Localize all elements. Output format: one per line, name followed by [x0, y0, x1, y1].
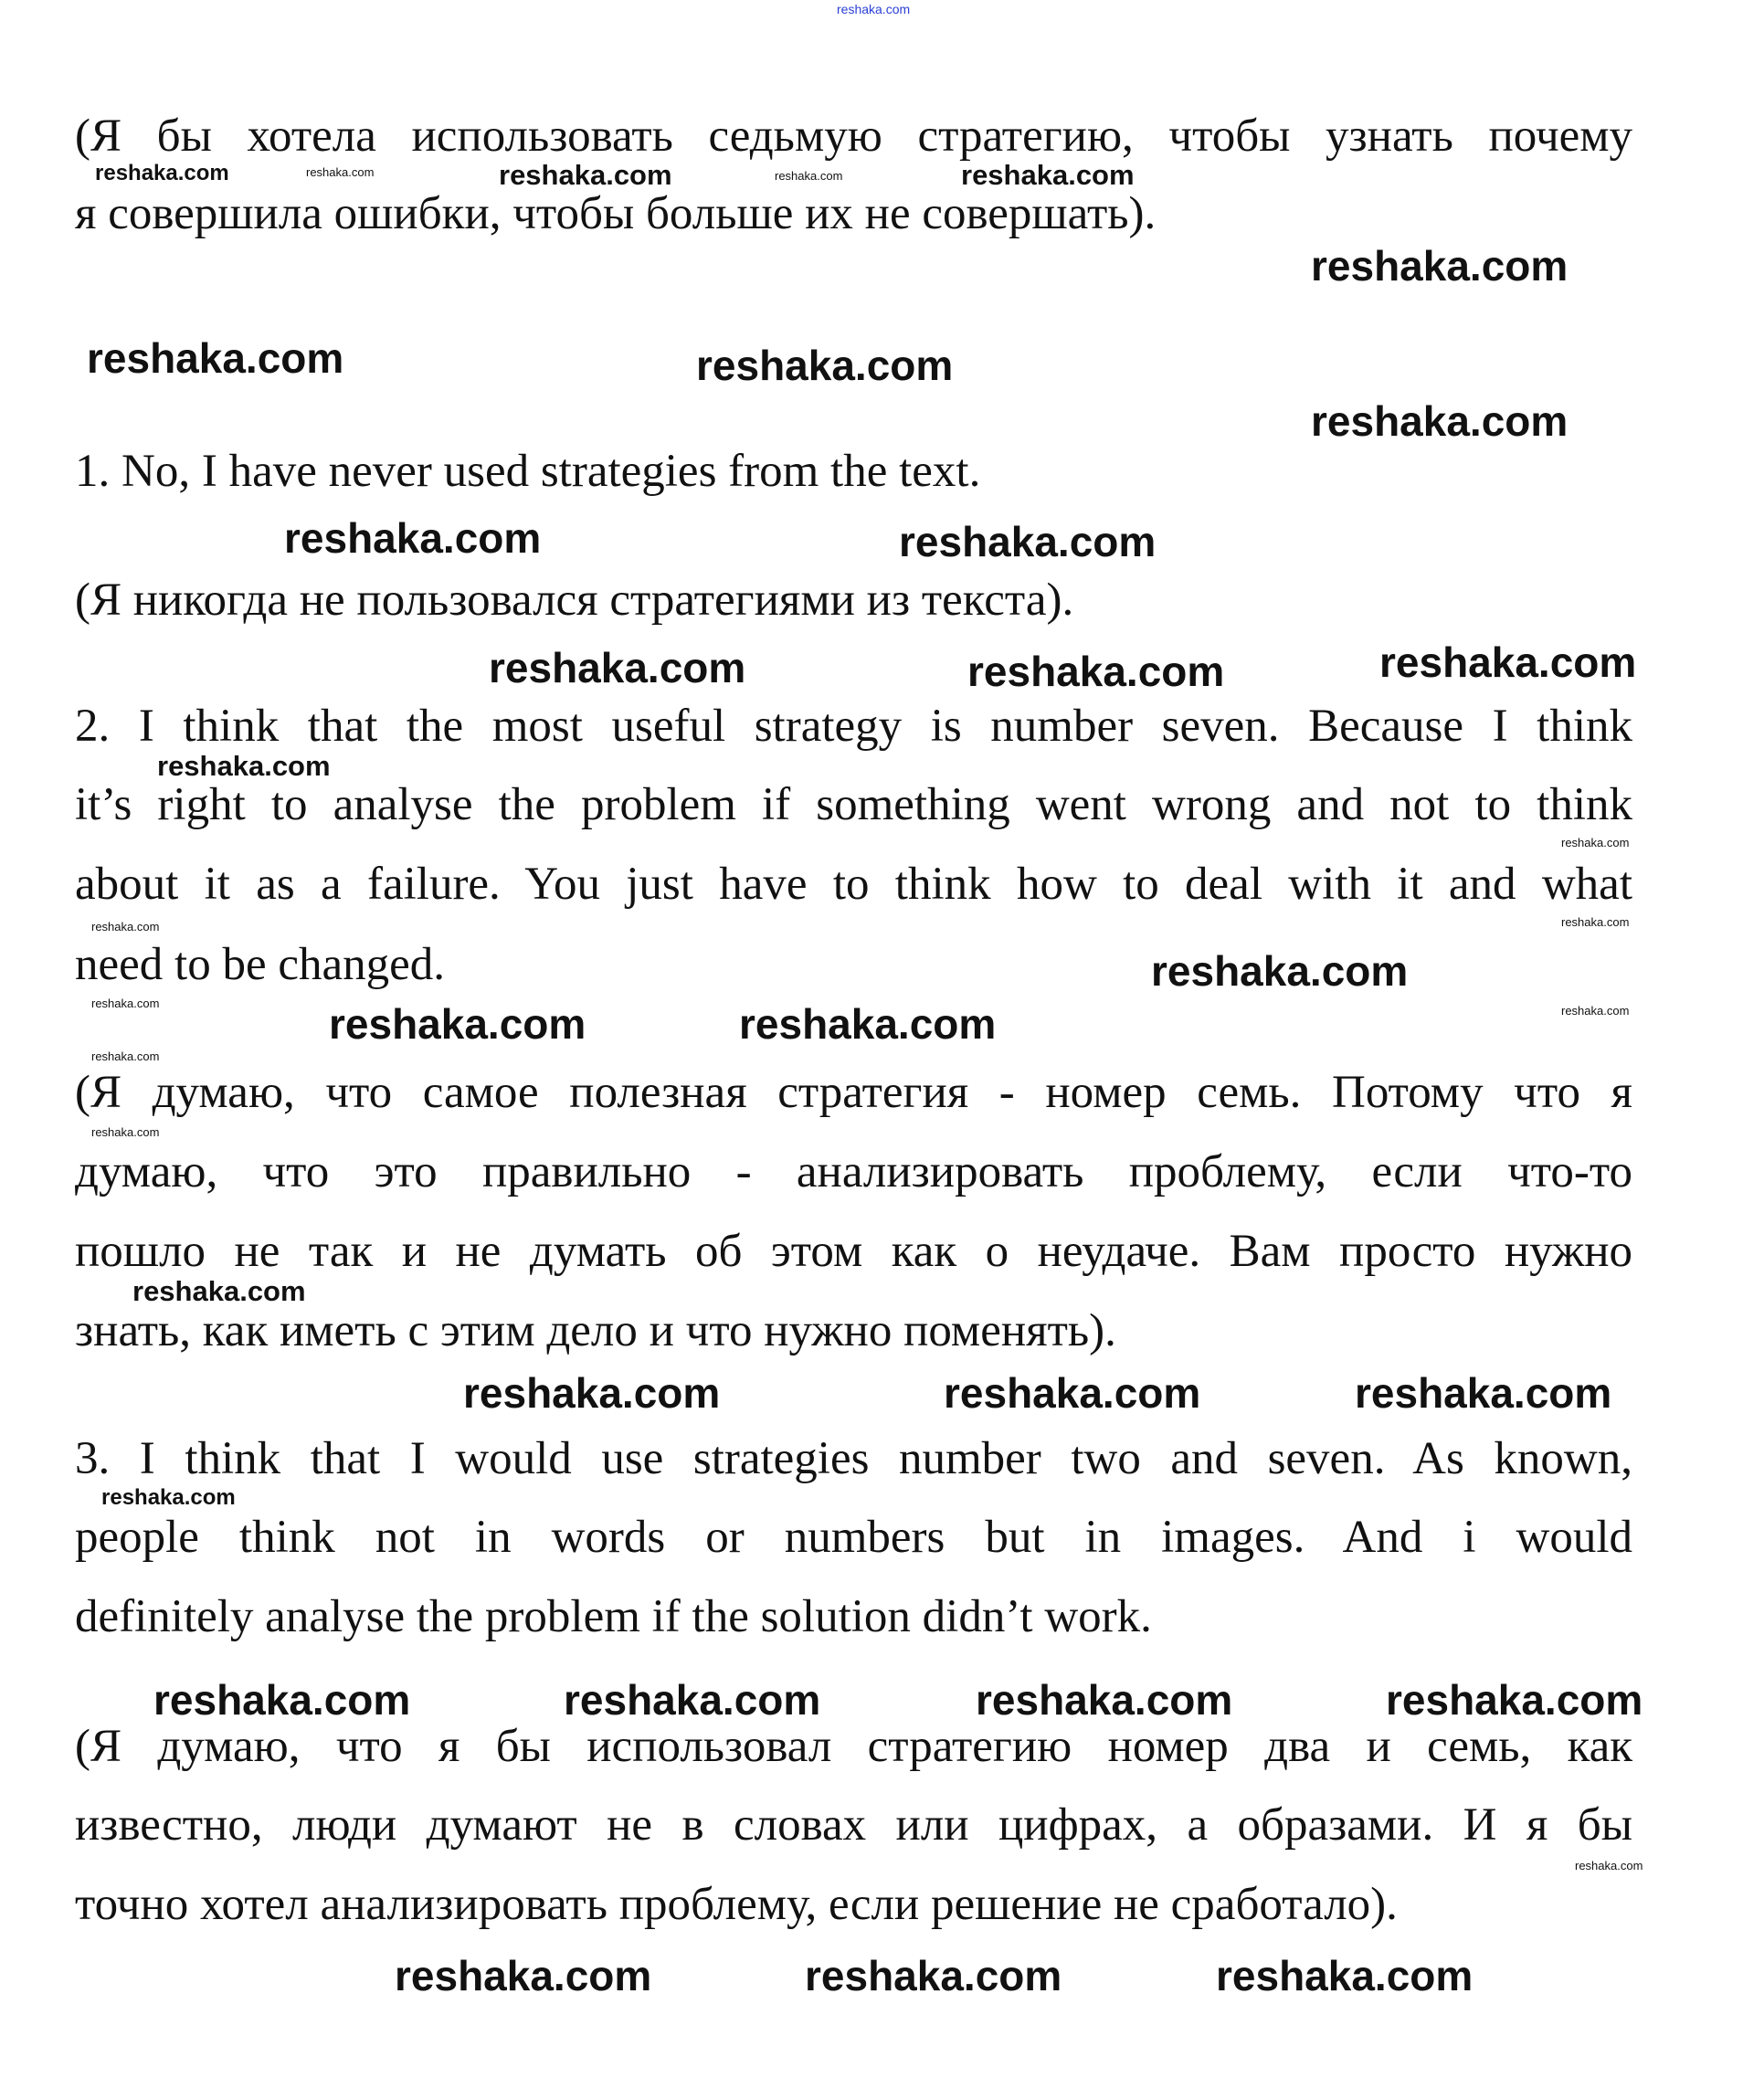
watermark: reshaka.com — [306, 165, 375, 179]
watermark: reshaka.com — [967, 648, 1225, 695]
watermark: reshaka.com — [944, 1369, 1201, 1417]
watermark: reshaka.com — [463, 1369, 721, 1417]
watermark: reshaka.com — [1311, 397, 1569, 445]
watermark: reshaka.com — [329, 1000, 586, 1048]
watermark: reshaka.com — [91, 920, 160, 934]
watermark: reshaka.com — [1151, 947, 1409, 995]
watermark: reshaka.com — [489, 644, 746, 691]
watermark: reshaka.com — [499, 159, 672, 191]
watermark: reshaka.com — [91, 1050, 160, 1063]
answer-2-en-line: 2. I think that the most useful strategy is number seven. Because I think — [75, 701, 1632, 752]
watermark: reshaka.com — [1379, 638, 1637, 686]
answer-1-en: 1. No, I have never used strategies from the text. — [75, 446, 981, 497]
answer-3-en-line: 3. I think that I would use strategies number two and seven. As known, — [75, 1433, 1632, 1484]
answer-2-en-line: it’s right to analyse the problem if something went wrong and not to think — [75, 779, 1632, 830]
watermark: reshaka.com — [1561, 836, 1630, 849]
answer-2-en-line: about it as a failure. You just have to think how to deal with it and what — [75, 859, 1632, 910]
watermark: reshaka.com — [837, 2, 911, 16]
watermark: reshaka.com — [976, 1676, 1233, 1724]
watermark: reshaka.com — [395, 1952, 652, 1999]
answer-2-en-line: need to be changed. — [75, 939, 445, 990]
watermark: reshaka.com — [91, 997, 160, 1010]
answer-3-ru-line: (Я думаю, что я бы использовал стратегию номер два и семь, как — [75, 1721, 1632, 1772]
watermark: reshaka.com — [95, 161, 229, 185]
watermark: reshaka.com — [1561, 915, 1630, 929]
watermark: reshaka.com — [132, 1275, 306, 1307]
text-line: я совершила ошибки, чтобы больше их не совершать). — [75, 188, 1157, 239]
answer-2-ru-line: (Я думаю, что самое полезная стратегия - номер семь. Потому что я — [75, 1067, 1632, 1118]
answer-3-ru-line: точно хотел анализировать проблему, если решение не сработало). — [75, 1879, 1398, 1930]
watermark: reshaka.com — [961, 159, 1135, 191]
watermark: reshaka.com — [775, 169, 843, 183]
watermark: reshaka.com — [1311, 242, 1569, 290]
watermark: reshaka.com — [739, 1000, 997, 1048]
answer-2-ru-line: пошло не так и не думать об этом как о неудаче. Вам просто нужно — [75, 1226, 1632, 1277]
answer-2-ru-line: знать, как иметь с этим дело и что нужно поменять). — [75, 1305, 1116, 1356]
watermark: reshaka.com — [805, 1952, 1062, 1999]
answer-2-ru-line: думаю, что это правильно - анализировать проблему, если что-то — [75, 1146, 1632, 1197]
answer-3-en-line: definitely analyse the problem if the solution didn’t work. — [75, 1591, 1152, 1642]
answer-3-ru-line: известно, люди думают не в словах или цифрах, а образами. И я бы — [75, 1799, 1632, 1851]
watermark: reshaka.com — [284, 514, 542, 562]
answer-1-ru: (Я никогда не пользовался стратегиями из текста). — [75, 575, 1074, 626]
watermark: reshaka.com — [899, 518, 1157, 565]
watermark: reshaka.com — [1386, 1676, 1643, 1724]
watermark: reshaka.com — [696, 342, 954, 389]
watermark: reshaka.com — [87, 334, 344, 382]
watermark: reshaka.com — [153, 1676, 411, 1724]
watermark: reshaka.com — [1575, 1859, 1643, 1872]
watermark: reshaka.com — [1355, 1369, 1612, 1417]
answer-3-en-line: people think not in words or numbers but in images. And i would — [75, 1512, 1632, 1563]
watermark: reshaka.com — [1561, 1004, 1630, 1018]
watermark: reshaka.com — [157, 750, 331, 782]
watermark: reshaka.com — [564, 1676, 821, 1724]
watermark: reshaka.com — [101, 1485, 236, 1510]
watermark: reshaka.com — [91, 1125, 160, 1139]
watermark: reshaka.com — [1216, 1952, 1474, 1999]
text-line: (Я бы хотела использовать седьмую стратегию, чтобы узнать почему — [75, 111, 1632, 162]
